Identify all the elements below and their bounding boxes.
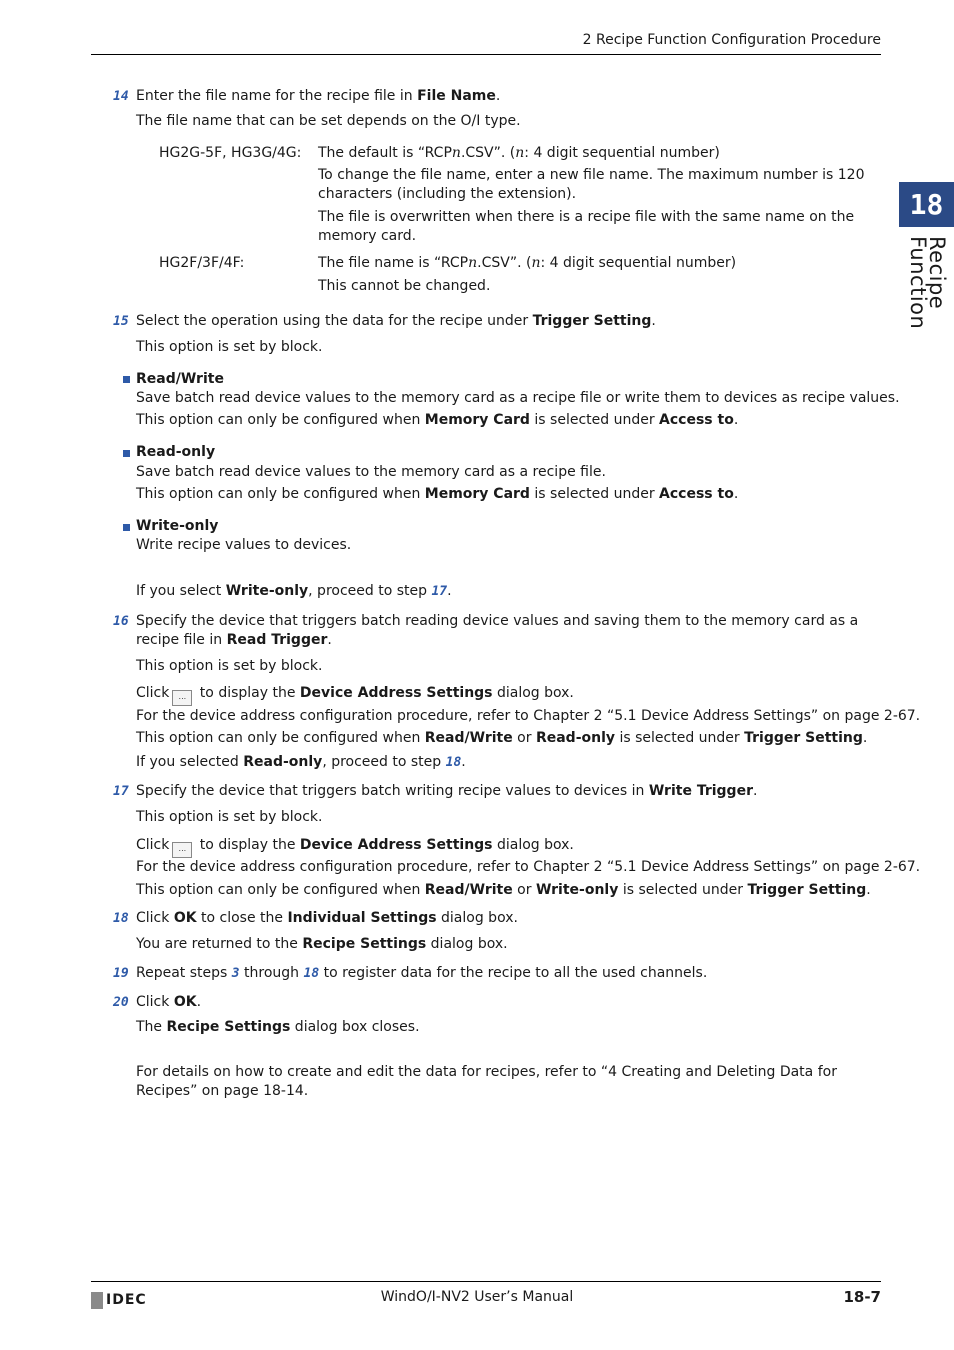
- step-number: 17: [113, 784, 129, 799]
- logo-text: IDEC: [106, 1291, 147, 1308]
- paragraph: If you select Write-only, proceed to step 17.: [136, 583, 452, 599]
- step-text: Enter the file name for the recipe file in File Name.: [136, 88, 501, 104]
- definition-line: This cannot be changed.: [318, 278, 491, 294]
- browse-button-icon: ...: [172, 842, 192, 858]
- paragraph: Save batch read device values to the memory card as a recipe file.: [136, 464, 606, 480]
- definition-line: To change the file name, enter a new file name. The maximum number is 120 characters (including the extension).: [318, 167, 865, 202]
- bullet-square-icon: [123, 450, 130, 457]
- paragraph: Write recipe values to devices.: [136, 537, 352, 553]
- bullet-square-icon: [123, 524, 130, 531]
- browse-button-icon: ...: [172, 690, 192, 706]
- bullet-square-icon: [123, 376, 130, 383]
- paragraph: Click ... to display the Device Address Settings dialog box.: [136, 836, 574, 858]
- step-text: Click OK.: [136, 994, 202, 1010]
- paragraph: This option can only be configured when Read/Write or Read-only is selected under Trigger Setting.: [136, 730, 868, 746]
- paragraph: Click ... to display the Device Address Settings dialog box.: [136, 684, 574, 706]
- step-number: 19: [113, 966, 129, 981]
- header-rule: [91, 54, 881, 55]
- step-link[interactable]: 18: [445, 755, 462, 770]
- step-number: 20: [113, 995, 129, 1010]
- step-text: Click OK to close the Individual Settings dialog box.: [136, 910, 518, 926]
- step-link[interactable]: 18: [303, 966, 320, 981]
- paragraph: This option can only be configured when Memory Card is selected under Access to.: [136, 486, 739, 502]
- paragraph: The file name that can be set depends on the O/I type.: [136, 113, 521, 129]
- step-text: Specify the device that triggers batch writing recipe values to devices in Write Trigger.: [136, 783, 758, 799]
- definition-line: The file is overwritten when there is a recipe file with the same name on the memory card.: [318, 209, 855, 244]
- page-number: 18-7: [843, 1288, 881, 1306]
- paragraph: You are returned to the Recipe Settings dialog box.: [136, 936, 508, 952]
- option-title: Read-only: [136, 444, 216, 460]
- definition-line: The file name is “RCPn.CSV”. (n: 4 digit sequential number): [318, 255, 737, 271]
- option-title: Read/Write: [136, 371, 224, 387]
- step-text: Repeat steps 3 through 18 to register data for the recipe to all the used channels.: [136, 965, 708, 981]
- option-title: Write-only: [136, 518, 219, 534]
- step-number: 18: [113, 911, 129, 926]
- paragraph: This option is set by block.: [136, 809, 323, 825]
- definition-line: The default is “RCPn.CSV”. (n: 4 digit sequential number): [318, 145, 720, 161]
- chapter-tab-title-text: Recipe Function: [906, 236, 949, 330]
- paragraph: This option can only be configured when Read/Write or Write-only is selected under Trigger Setting.: [136, 882, 871, 898]
- running-header: 2 Recipe Function Configuration Procedure: [582, 32, 881, 48]
- paragraph: The Recipe Settings dialog box closes.: [136, 1019, 420, 1035]
- definition-term: HG2G-5F, HG3G/4G:: [159, 145, 302, 161]
- closing-paragraph: For details on how to create and edit the data for recipes, refer to “4 Creating and Deleting Data for Recipes” on page 18-14.: [136, 1064, 837, 1099]
- paragraph: This option is set by block.: [136, 658, 323, 674]
- paragraph: For the device address configuration procedure, refer to Chapter 2 “5.1 Device Address Settings” on page 2-67.: [136, 708, 921, 724]
- footer-title: WindO/I-NV2 User’s Manual: [380, 1289, 574, 1305]
- step-number: 16: [113, 614, 129, 629]
- step-link[interactable]: 3: [231, 966, 240, 981]
- definition-term: HG2F/3F/4F:: [159, 255, 245, 271]
- paragraph: If you selected Read-only, proceed to step 18.: [136, 754, 466, 770]
- step-number: 14: [113, 89, 129, 104]
- step-number: 15: [113, 314, 129, 329]
- footer-rule: [91, 1281, 881, 1282]
- paragraph: This option can only be configured when Memory Card is selected under Access to.: [136, 412, 739, 428]
- chapter-tab-number: 18: [899, 182, 954, 227]
- chapter-tab-title: [906, 236, 949, 386]
- paragraph: This option is set by block.: [136, 339, 323, 355]
- step-link[interactable]: 17: [431, 584, 448, 599]
- paragraph: For the device address configuration procedure, refer to Chapter 2 “5.1 Device Address Settings” on page 2-67.: [136, 859, 921, 875]
- step-text: Specify the device that triggers batch reading device values and saving them to the memory card as a recipe file in Read Trigger.: [136, 613, 859, 648]
- paragraph: Save batch read device values to the memory card as a recipe file or write them to devices as recipe values.: [136, 390, 900, 406]
- step-text: Select the operation using the data for the recipe under Trigger Setting.: [136, 313, 656, 329]
